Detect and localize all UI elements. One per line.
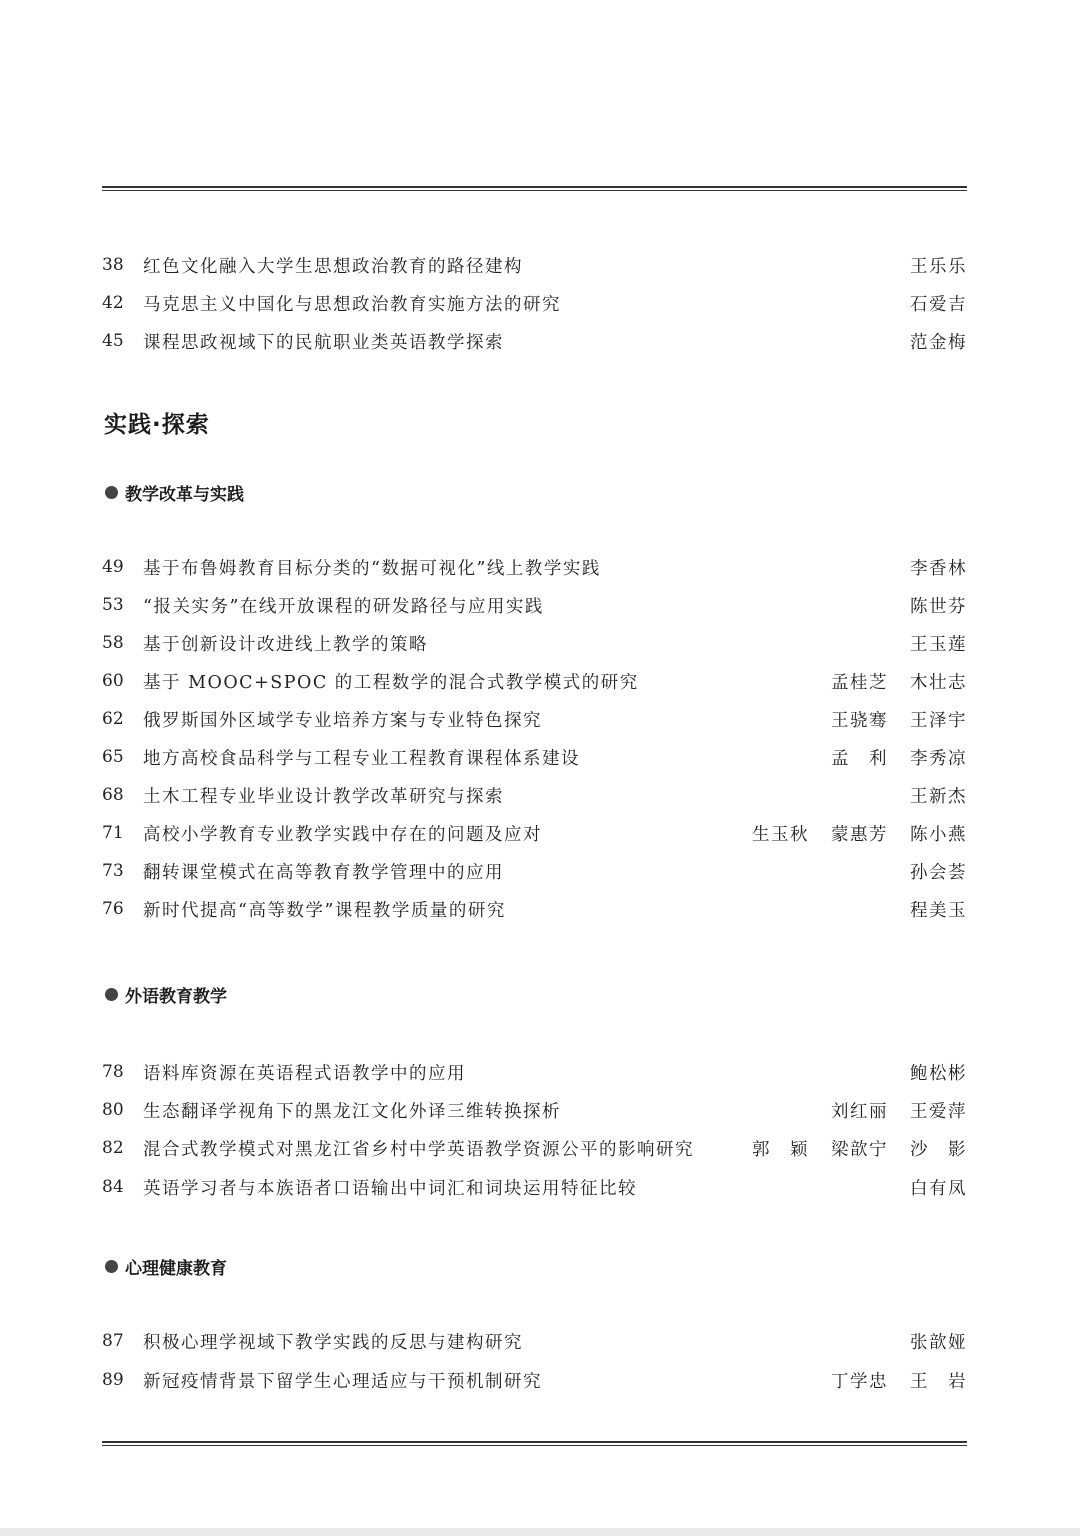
entry-authors bbox=[910, 253, 967, 278]
page-number: 89 bbox=[102, 1370, 124, 1390]
toc-entry[interactable] bbox=[102, 1172, 967, 1202]
page-number: 87 bbox=[102, 1331, 124, 1351]
entry-authors bbox=[831, 707, 967, 732]
entry-title: 翻转课堂模式在高等教育教学管理中的应用 bbox=[143, 862, 504, 883]
entry-authors bbox=[831, 1098, 967, 1123]
entry-authors bbox=[910, 1329, 967, 1354]
entry-authors bbox=[910, 1060, 967, 1085]
author-name: 石爱吉 bbox=[910, 294, 967, 315]
author-name: 李秀凉 bbox=[910, 748, 967, 769]
author-name: 范金梅 bbox=[910, 332, 967, 353]
entry-title: 基于 MOOC+SPOC 的工程数学的混合式教学模式的研究 bbox=[143, 672, 639, 693]
entry-authors bbox=[910, 631, 967, 656]
entry-authors bbox=[752, 1136, 967, 1161]
entry-title: 基于布鲁姆教育目标分类的“数据可视化”线上教学实践 bbox=[143, 558, 601, 579]
entry-title: 语料库资源在英语程式语教学中的应用 bbox=[143, 1063, 466, 1084]
section-title: 实践·探索 bbox=[104, 412, 210, 438]
page-number: 68 bbox=[102, 785, 124, 805]
author-name: 白有凤 bbox=[910, 1178, 967, 1199]
toc-entry[interactable] bbox=[102, 1133, 967, 1163]
subsection-label: 心理健康教育 bbox=[125, 1259, 227, 1279]
page-number: 80 bbox=[102, 1100, 124, 1120]
toc-entry[interactable] bbox=[102, 1365, 967, 1395]
author-name: 张歆娅 bbox=[910, 1332, 967, 1353]
bullet-icon bbox=[105, 1260, 118, 1273]
author-name: 王泽宇 bbox=[910, 710, 967, 731]
toc-entry[interactable] bbox=[102, 628, 967, 658]
page-number: 71 bbox=[102, 823, 124, 843]
toc-entry[interactable] bbox=[102, 288, 967, 318]
entry-authors bbox=[831, 745, 967, 770]
entry-authors bbox=[910, 783, 967, 808]
entry-title: 高校小学教育专业教学实践中存在的问题及应对 bbox=[143, 824, 542, 845]
entry-authors bbox=[910, 593, 967, 618]
entry-authors bbox=[910, 897, 967, 922]
page-edge bbox=[0, 1528, 1080, 1536]
author-name: 王骁骞 bbox=[831, 710, 888, 731]
entry-authors bbox=[831, 1368, 967, 1393]
toc-entry[interactable] bbox=[102, 666, 967, 696]
author-name: 王乐乐 bbox=[910, 256, 967, 277]
author-name: 王新杰 bbox=[910, 786, 967, 807]
page-number: 82 bbox=[102, 1138, 124, 1158]
author-name: 王爱萍 bbox=[910, 1101, 967, 1122]
author-name: 孟桂芝 bbox=[831, 672, 888, 693]
entry-title: 马克思主义中国化与思想政治教育实施方法的研究 bbox=[143, 294, 561, 315]
entry-title: 新时代提高“高等数学”课程教学质量的研究 bbox=[143, 900, 506, 921]
author-name: 李香林 bbox=[910, 558, 967, 579]
page-number: 62 bbox=[102, 709, 124, 729]
author-name: 郭 颖 bbox=[752, 1139, 809, 1160]
page-number: 42 bbox=[102, 293, 124, 313]
entry-title: 积极心理学视域下教学实践的反思与建构研究 bbox=[143, 1332, 523, 1353]
author-name: 生玉秋 bbox=[752, 824, 809, 845]
entry-authors bbox=[910, 329, 967, 354]
bullet-icon bbox=[105, 988, 118, 1001]
author-name: 梁歆宁 bbox=[831, 1139, 888, 1160]
toc-entry[interactable] bbox=[102, 856, 967, 886]
entry-title: 英语学习者与本族语者口语输出中词汇和词块运用特征比较 bbox=[143, 1178, 637, 1199]
toc-entry[interactable] bbox=[102, 894, 967, 924]
entry-title: 红色文化融入大学生思想政治教育的路径建构 bbox=[143, 256, 523, 277]
subsection-label: 教学改革与实践 bbox=[125, 485, 244, 505]
page-number: 76 bbox=[102, 899, 124, 919]
page-number: 38 bbox=[102, 255, 124, 275]
entry-authors bbox=[910, 291, 967, 316]
entry-authors bbox=[831, 669, 967, 694]
page-number: 45 bbox=[102, 331, 124, 351]
entry-title: 基于创新设计改进线上教学的策略 bbox=[143, 634, 428, 655]
author-name: 木壮志 bbox=[910, 672, 967, 693]
bottom-divider bbox=[102, 1441, 967, 1446]
top-divider bbox=[102, 186, 967, 191]
author-name: 孙会荟 bbox=[910, 862, 967, 883]
subsection-heading bbox=[105, 480, 244, 505]
author-name: 沙 影 bbox=[910, 1139, 967, 1160]
subsection-heading bbox=[105, 982, 227, 1007]
bullet-icon bbox=[105, 486, 118, 499]
page-number: 53 bbox=[102, 595, 124, 615]
author-name: 孟 利 bbox=[831, 748, 888, 769]
toc-entry[interactable] bbox=[102, 780, 967, 810]
entry-authors bbox=[910, 1175, 967, 1200]
page-number: 49 bbox=[102, 557, 124, 577]
subsection-heading bbox=[105, 1254, 227, 1279]
toc-entry[interactable] bbox=[102, 704, 967, 734]
page-number: 65 bbox=[102, 747, 124, 767]
toc-entry[interactable] bbox=[102, 742, 967, 772]
entry-title: 新冠疫情背景下留学生心理适应与干预机制研究 bbox=[143, 1371, 542, 1392]
author-name: 刘红丽 bbox=[831, 1101, 888, 1122]
toc-entry[interactable] bbox=[102, 590, 967, 620]
toc-entry[interactable] bbox=[102, 1095, 967, 1125]
entry-title: “报关实务”在线开放课程的研发路径与应用实践 bbox=[143, 596, 544, 617]
toc-entry[interactable] bbox=[102, 1326, 967, 1356]
entry-authors bbox=[752, 821, 967, 846]
subsection-label: 外语教育教学 bbox=[125, 987, 227, 1007]
toc-entry[interactable] bbox=[102, 250, 967, 280]
entry-title: 地方高校食品科学与工程专业工程教育课程体系建设 bbox=[143, 748, 580, 769]
page-number: 73 bbox=[102, 861, 124, 881]
entry-authors bbox=[910, 859, 967, 884]
author-name: 蒙惠芳 bbox=[831, 824, 888, 845]
author-name: 王玉莲 bbox=[910, 634, 967, 655]
toc-entry[interactable] bbox=[102, 552, 967, 582]
entry-title: 生态翻译学视角下的黑龙江文化外译三维转换探析 bbox=[143, 1101, 561, 1122]
toc-entry[interactable] bbox=[102, 1057, 967, 1087]
author-name: 陈小燕 bbox=[910, 824, 967, 845]
entry-title: 俄罗斯国外区域学专业培养方案与专业特色探究 bbox=[143, 710, 542, 731]
page-number: 84 bbox=[102, 1177, 124, 1197]
author-name: 程美玉 bbox=[910, 900, 967, 921]
entry-title: 土木工程专业毕业设计教学改革研究与探索 bbox=[143, 786, 504, 807]
author-name: 鲍松彬 bbox=[910, 1063, 967, 1084]
page-number: 60 bbox=[102, 671, 124, 691]
page-number: 78 bbox=[102, 1062, 124, 1082]
author-name: 丁学忠 bbox=[831, 1371, 888, 1392]
author-name: 陈世芬 bbox=[910, 596, 967, 617]
author-name: 王 岩 bbox=[910, 1371, 967, 1392]
entry-title: 课程思政视域下的民航职业类英语教学探索 bbox=[143, 332, 504, 353]
entry-title: 混合式教学模式对黑龙江省乡村中学英语教学资源公平的影响研究 bbox=[143, 1139, 694, 1160]
toc-entry[interactable] bbox=[102, 326, 967, 356]
toc-entry[interactable] bbox=[102, 818, 967, 848]
entry-authors bbox=[910, 555, 967, 580]
page-number: 58 bbox=[102, 633, 124, 653]
